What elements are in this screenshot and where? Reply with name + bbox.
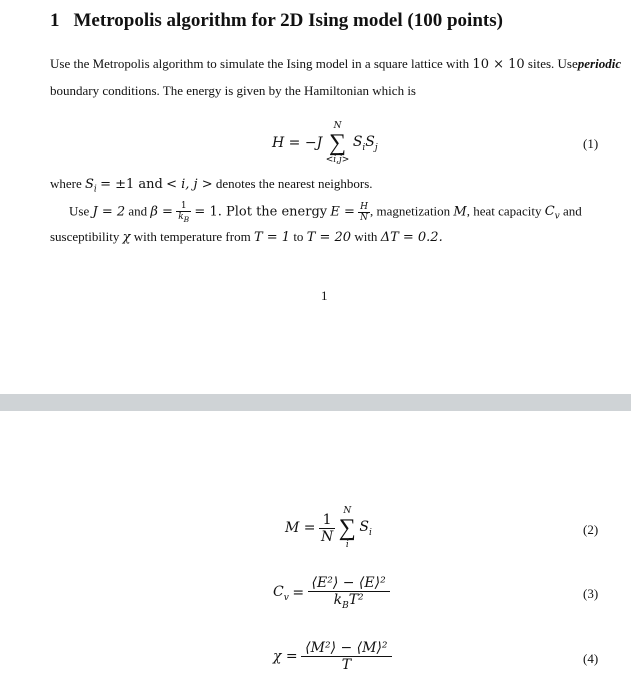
beta-fraction: $\frac{1}{k_B}$ bbox=[178, 201, 190, 224]
eq2-fraction: $\frac{1}{N}$ bbox=[321, 511, 334, 545]
page-break-divider bbox=[0, 394, 631, 411]
eq1-term: $S_iS_j$ bbox=[352, 133, 378, 153]
eq3-number: (3) bbox=[583, 586, 599, 601]
intro-text: Use the Metropolis algorithm to simulate the Ising model in a square lattice with bbox=[50, 56, 470, 71]
equation-4 bbox=[273, 640, 392, 673]
eq4-number: (4) bbox=[583, 651, 599, 666]
section-title: Metropolis algorithm for 2D Ising model (100 points) bbox=[73, 10, 503, 31]
equation-1 bbox=[272, 121, 378, 165]
intro-line-2: boundary conditions. The energy is given by the Hamiltonian which is bbox=[50, 83, 416, 98]
eq2-sum: N ∑ i bbox=[338, 506, 356, 550]
equation-2: M = $\frac{1}{N}$ N ∑ i $S_i$ bbox=[285, 506, 372, 550]
eq1-sum-upper: N bbox=[333, 121, 342, 131]
section-heading bbox=[50, 10, 503, 32]
where-line: where $S_i = \pm 1$ and < i, j > denotes the nearest neighbors. bbox=[50, 176, 373, 195]
J-value: J = 2 bbox=[92, 204, 126, 220]
summation-symbol: ∑ bbox=[338, 515, 356, 541]
susceptibility-line: susceptibility χ with temperature from T = 1 to T = 20 with ΔT = 0.2. bbox=[50, 229, 443, 245]
beta-symbol: β = bbox=[150, 204, 173, 220]
section-number: 1 bbox=[50, 10, 60, 31]
eq1-number: (1) bbox=[583, 136, 599, 151]
eq1-sum bbox=[326, 121, 350, 165]
energy-fraction: $\frac{H}{N}$ bbox=[360, 201, 369, 223]
eq3-fraction: $\frac{\text{⟨E²⟩ − ⟨E⟩²}}{k_BT^2}$ bbox=[308, 575, 390, 611]
eq1-lhs: H = −J bbox=[272, 135, 323, 151]
eq4-fraction: $\frac{\text{⟨M²⟩ − ⟨M⟩²}}{T}$ bbox=[301, 640, 391, 673]
heat-capacity-symbol: $C_v$ bbox=[544, 204, 560, 222]
equation-3: $C_v$ = $\frac{\text{⟨E²⟩ − ⟨E⟩²}}{k_BT^2}$ bbox=[273, 575, 390, 611]
intro-line-1 bbox=[50, 56, 621, 72]
energy-symbol: E = bbox=[330, 204, 355, 220]
chi-symbol: χ bbox=[122, 230, 131, 245]
intro-text-2: sites. Use bbox=[527, 56, 578, 71]
eq2-lhs: M = bbox=[285, 520, 316, 536]
spin-symbol: $S_i$ bbox=[85, 177, 97, 195]
eq4-lhs: χ = bbox=[273, 648, 298, 665]
magnetization-symbol: M bbox=[453, 204, 467, 220]
eq1-sum-lower: <i,j> bbox=[325, 155, 350, 165]
use-line: Use J = 2 and β = $\frac{1}{k_B}$ = 1. Plot the energy E = $\frac{H}{N}$ , magnetization M, heat capacity $C_v$ and bbox=[69, 201, 582, 224]
eq2-number: (2) bbox=[583, 522, 599, 537]
summation-symbol: ∑ bbox=[328, 130, 347, 156]
lattice-size: 10 × 10 bbox=[472, 57, 525, 72]
periodic-word: periodic bbox=[577, 56, 622, 71]
eq3-lhs: $C_v$ bbox=[273, 583, 289, 603]
page-number: 1 bbox=[321, 288, 328, 303]
